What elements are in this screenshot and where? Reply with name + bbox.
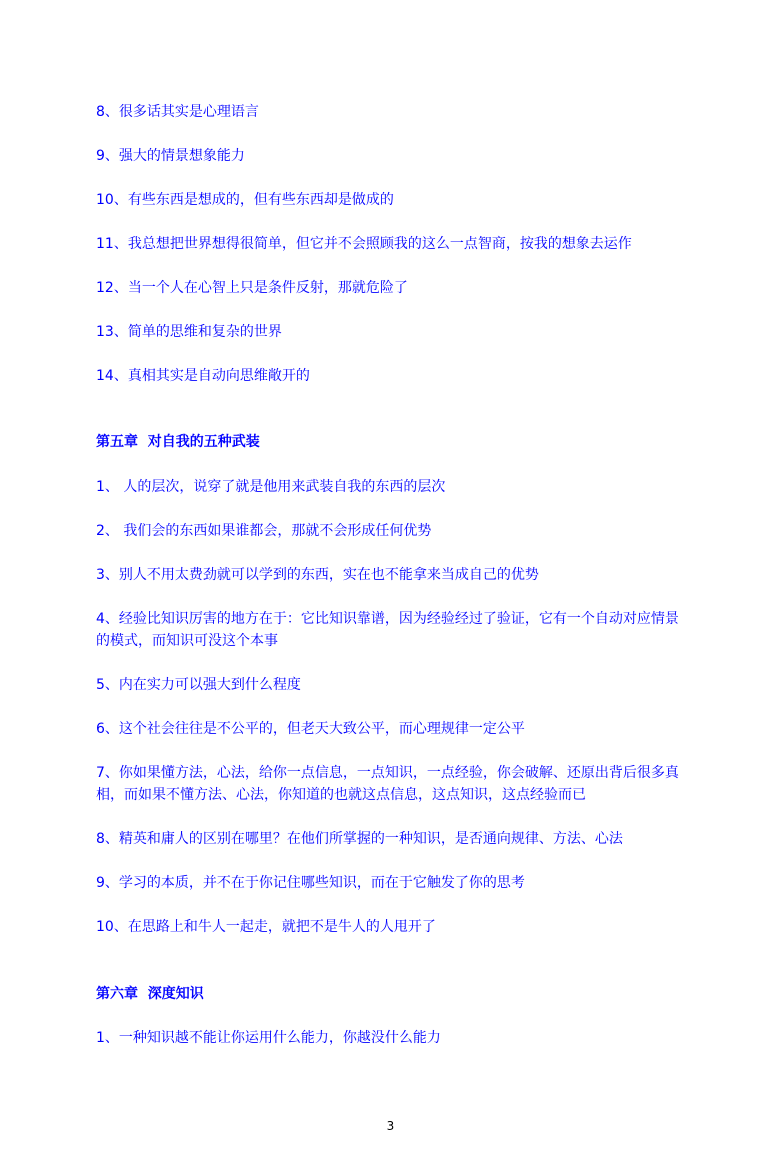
list-item: 2、 我们会的东西如果谁都会，那就不会形成任何优势 <box>96 523 432 539</box>
list-item: 6、这个社会往往是不公平的，但老天大致公平，而心理规律一定公平 <box>96 721 525 737</box>
list-item: 7、你如果懂方法，心法，给你一点信息，一点知识，一点经验，你会破解、还原出背后很多真相，而如果不懂方法、心法，你知道的也就这点信息，这点知识，这点经验而已 <box>96 765 679 803</box>
list-item: 3、别人不用太费劲就可以学到的东西，实在也不能拿来当成自己的优势 <box>96 567 539 583</box>
list-item: 11、我总想把世界想得很简单，但它并不会照顾我的这么一点智商，按我的想象去运作 <box>96 236 632 252</box>
list-item: 9、强大的情景想象能力 <box>96 148 245 164</box>
list-item: 13、简单的思维和复杂的世界 <box>96 324 282 340</box>
list-item: 12、当一个人在心智上只是条件反射，那就危险了 <box>96 280 408 296</box>
list-item: 8、精英和庸人的区别在哪里？在他们所掌握的一种知识，是否通向规律、方法、心法 <box>96 831 623 847</box>
list-item: 8、很多话其实是心理语言 <box>96 104 259 120</box>
chapter-5-title: 第五章 对自我的五种武装 <box>96 434 260 450</box>
list-item: 10、在思路上和牛人一起走，就把不是牛人的人甩开了 <box>96 919 436 935</box>
list-item: 4、经验比知识厉害的地方在于：它比知识靠谱，因为经验经过了验证，它有一个自动对应情景的模式，而知识可没这个本事 <box>96 611 679 649</box>
list-item: 1、一种知识越不能让你运用什么能力，你越没什么能力 <box>96 1030 441 1046</box>
list-item: 10、有些东西是想成的，但有些东西却是做成的 <box>96 192 394 208</box>
page-number: 3 <box>386 1119 395 1133</box>
list-item: 9、学习的本质，并不在于你记住哪些知识，而在于它触发了你的思考 <box>96 875 525 891</box>
list-item: 1、 人的层次，说穿了就是他用来武装自我的东西的层次 <box>96 479 446 495</box>
chapter-6-title: 第六章 深度知识 <box>96 986 204 1002</box>
list-item: 5、内在实力可以强大到什么程度 <box>96 677 301 693</box>
list-item: 14、真相其实是自动向思维敞开的 <box>96 368 310 384</box>
